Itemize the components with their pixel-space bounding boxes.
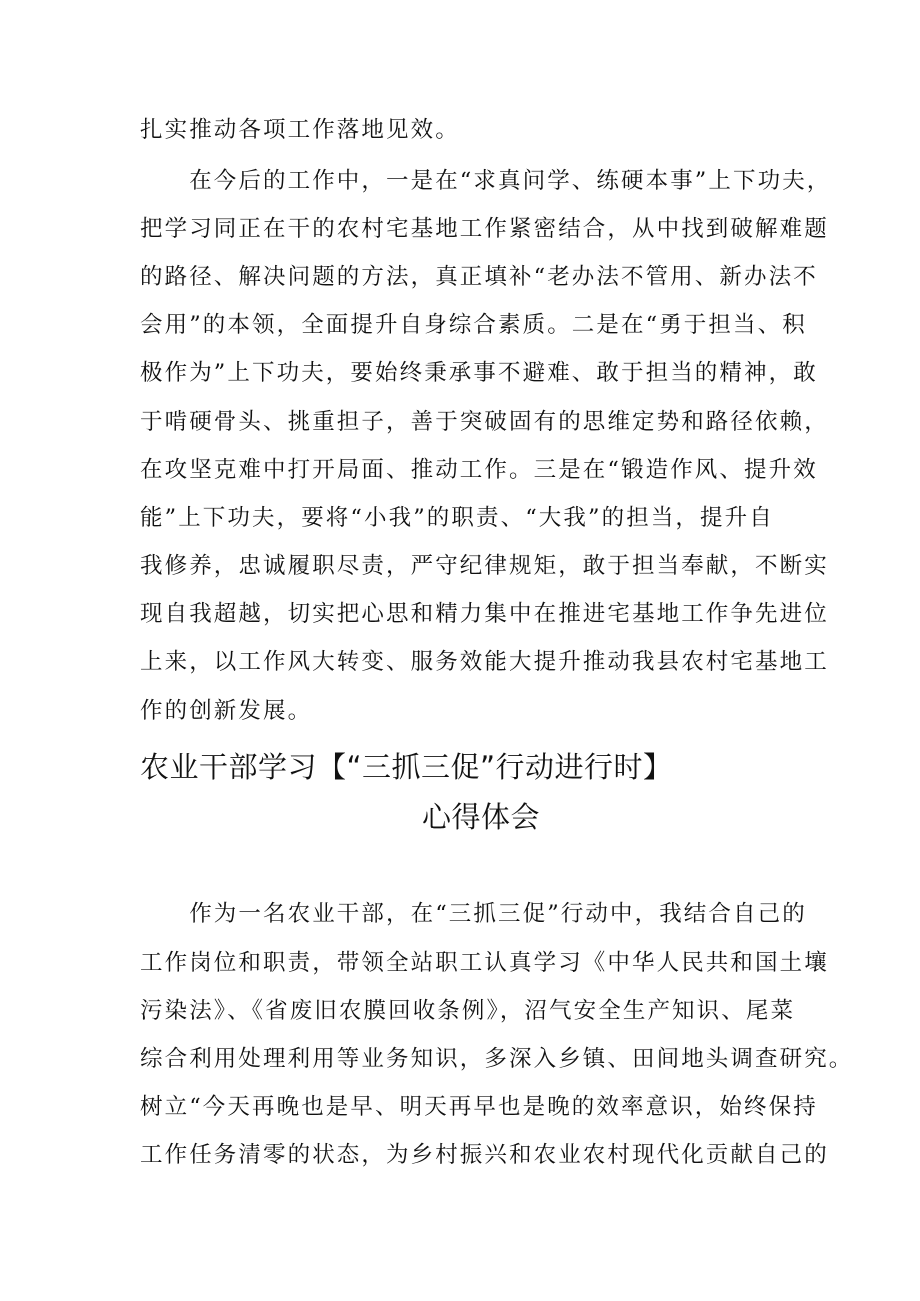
body-text-line: 树立“今天再晚也是早、明天再早也是晚的效率意识，始终保持 (140, 1094, 818, 1120)
body-text-line: 工作任务清零的状态，为乡村振兴和农业农村现代化贡献自己的 (140, 1142, 829, 1168)
article-title-line-2: 心得体会 (422, 800, 541, 834)
body-text-line: 扎实推动各项工作落地见效。 (140, 117, 460, 143)
body-text-line: 作为一名农业干部，在“三抓三促”行动中，我结合自己的 (140, 901, 807, 927)
body-text-line: 把学习同正在干的农村宅基地工作紧密结合，从中找到破解难题 (140, 216, 829, 242)
body-text-line: 于啃硬骨头、挑重担子，善于突破固有的思维定势和路径依赖， (140, 409, 829, 435)
body-text-line: 会用”的本领，全面提升自身综合素质。二是在“勇于担当、积 (140, 312, 807, 338)
body-text-line: 我修养，忠诚履职尽责，严守纪律规矩，敢于担当奉献，不断实 (140, 553, 829, 579)
body-text-line: 在攻坚克难中打开局面、推动工作。三是在“锻造作风、提升效 (140, 457, 818, 483)
body-text-line: 综合利用处理利用等业务知识，多深入乡镇、田间地头调查研究。 (140, 1046, 854, 1072)
article-title-line-1: 农业干部学习【“三抓三促”行动进行时】 (140, 750, 673, 784)
body-text-line: 现自我超越，切实把心思和精力集中在推进宅基地工作争先进位 (140, 601, 829, 627)
body-text-line: 工作岗位和职责，带领全站职工认真学习《中华人民共和国土壤 (140, 950, 829, 976)
body-text-line: 作的创新发展。 (140, 698, 313, 724)
body-text-line: 污染法》、《省废旧农膜回收条例》，沼气安全生产知识、尾菜 (140, 998, 796, 1024)
body-text-line: 能”上下功夫，要将“小我”的职责、“大我”的担当，提升自 (140, 505, 774, 531)
body-text-line: 上来，以工作风大转变、服务效能大提升推动我县农村宅基地工 (140, 649, 829, 675)
body-text-line: 极作为”上下功夫，要始终秉承事不避难、敢于担当的精神，敢 (140, 360, 818, 386)
body-text-line: 的路径、解决问题的方法，真正填补“老办法不管用、新办法不 (140, 264, 818, 290)
body-text-line: 在今后的工作中，一是在“求真问学、练硬本事”上下功夫， (140, 168, 832, 194)
